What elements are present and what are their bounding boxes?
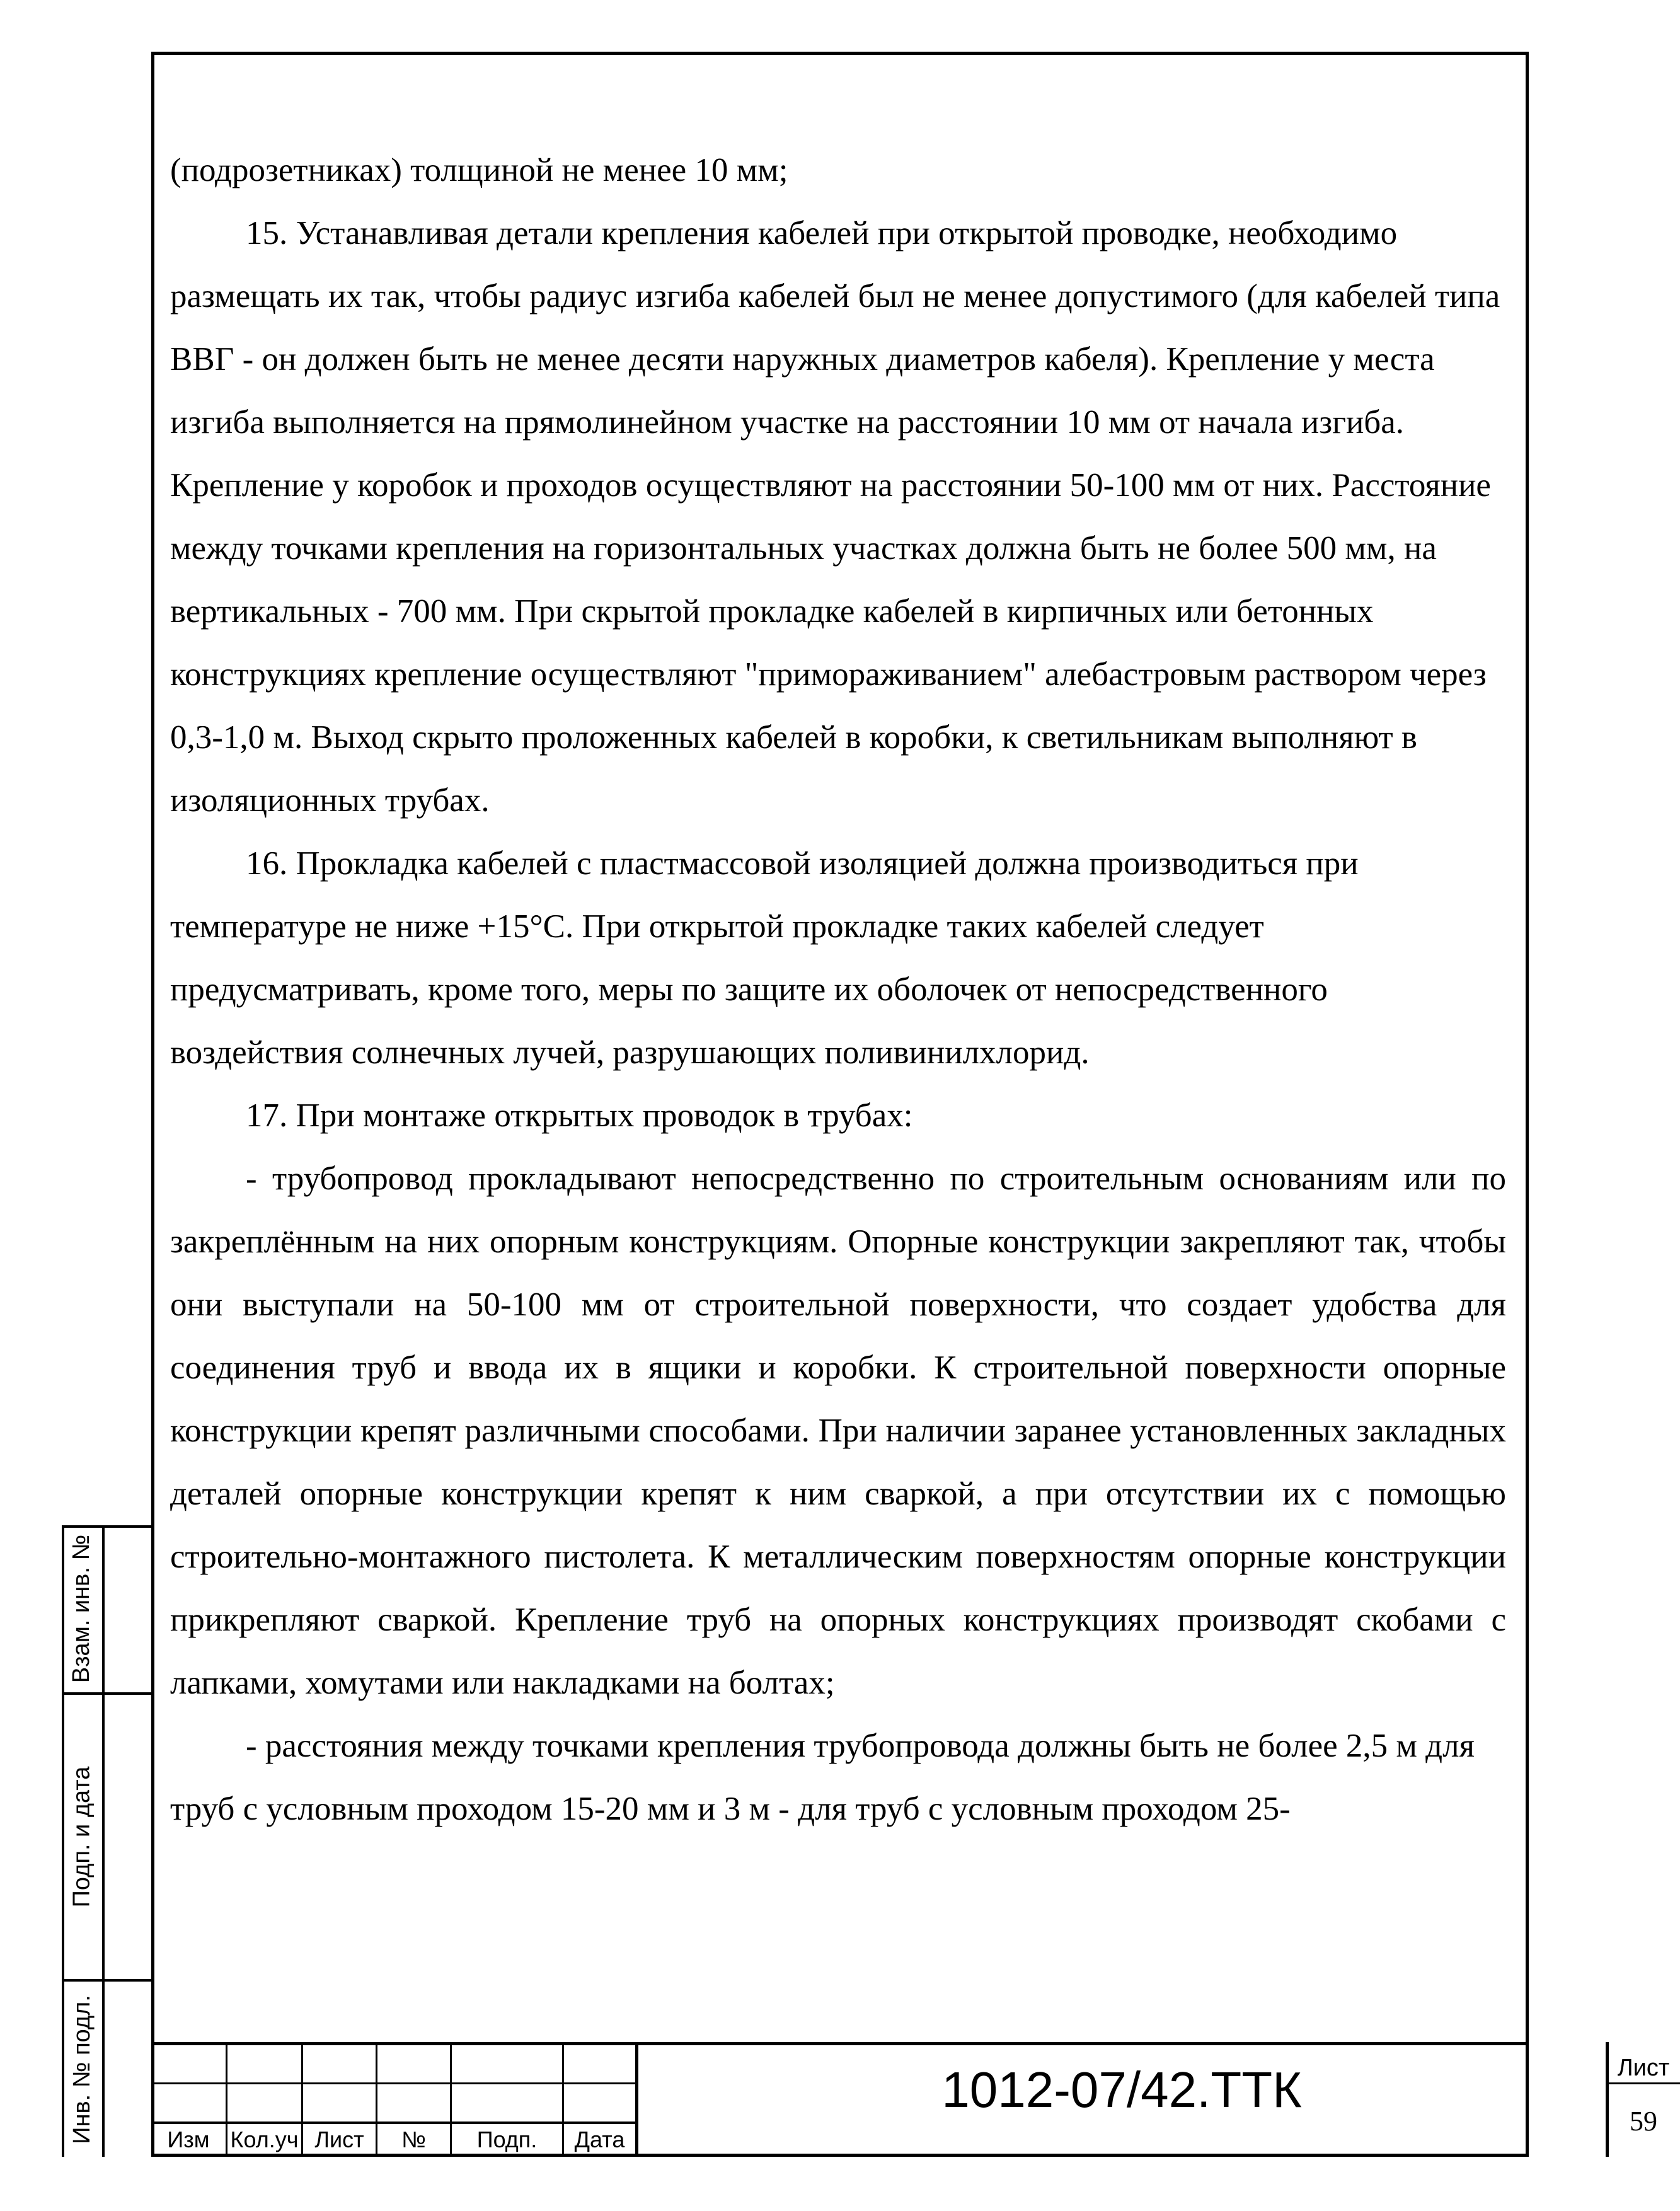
podp-data-label: Подп. и дата — [68, 1766, 95, 1908]
title-block — [151, 2042, 1670, 2157]
header-podp: Подп. — [476, 2127, 538, 2152]
document-code: 1012-07/42.ТТК — [941, 2062, 1302, 2118]
paragraph-3: 16. Прокладка кабелей с пластмассовой изоляцией должна производиться при температуре не ниже +15°С. При открытой прокладке таких кабелей следует предусматривать, кроме того, меры по защите их оболочек от непосредственного воздействия солнечных лучей, разрушающих поливинилхлорид. — [170, 845, 1359, 1071]
paragraph-6: - расстояния между точками крепления трубопровода должны быть не более 2,5 м для труб с условным проходом 15-20 мм и 3 м - для труб с условным проходом 25- — [170, 1728, 1475, 1827]
vzam-inv-label: Взам. инв. № — [68, 1534, 95, 1683]
header-izm: Изм — [167, 2127, 210, 2152]
paragraph-5: - трубопровод прокладывают непосредственно по строительным основаниям или по закреплённым на них опорным конструкциям. Опорные конструкции закрепляют так, чтобы они выступали на 50-100 мм от строительной поверхности, что создает удобства для соединения труб и ввода их в ящики и коробки. К строительной поверхности опорные конструкции крепят различными способами. При наличии заранее установленных закладных деталей опорные конструкции крепят к ним сваркой, а при отсутствии их с помощью строительно-монтажного пистолета. К металлическим поверхностям опорные конструкции прикрепляют сваркой. Крепление труб на опорных конструкциях производят скобами с лапками, хомутами или накладками на болтах; — [170, 1160, 1506, 1701]
inv-podl-label: Инв. № подл. — [68, 1994, 95, 2144]
side-divider — [102, 1525, 105, 2157]
sheet-row-line — [1607, 2082, 1680, 2084]
header-number: № — [401, 2127, 426, 2152]
header-list: Лист — [314, 2127, 364, 2152]
paragraph-2: 15. Устанавливая детали крепления кабелей при открытой проводке, необходимо размещать их так, чтобы радиус изгиба кабелей был не менее допустимого (для кабелей типа ВВГ - он должен быть не менее десяти наружных диаметров кабеля). Крепление у места изгиба выполняется на прямолинейном участке на расстоянии 10 мм от начала изгиба. Крепление у коробок и проходов осуществляют на расстоянии 50-100 мм от них. Расстояние между точками крепления на горизонтальных участках должна быть не более 500 мм, на вертикальных - 700 мм. При скрытой прокладке кабелей в кирпичных или бетонных конструкциях крепление осуществляют "примораживанием" алебастровым раствором через 0,3-1,0 м. Выход скрыто проложенных кабелей в коробки, к светильникам выполняют в изоляционных трубах. — [170, 215, 1500, 819]
paragraph-4: 17. При монтаже открытых проводок в трубах: — [246, 1097, 913, 1134]
sheet-number: 59 — [1630, 2106, 1657, 2137]
title-top-line — [151, 2042, 1529, 2045]
paragraph-1: (подрозетниках) толщиной не менее 10 мм; — [170, 152, 788, 188]
sheet-label: Лист — [1617, 2055, 1670, 2081]
side-stamp — [62, 1525, 151, 2157]
header-kol-uch: Кол.уч — [230, 2127, 299, 2152]
document-body — [170, 139, 1506, 1840]
header-data: Дата — [574, 2127, 625, 2152]
